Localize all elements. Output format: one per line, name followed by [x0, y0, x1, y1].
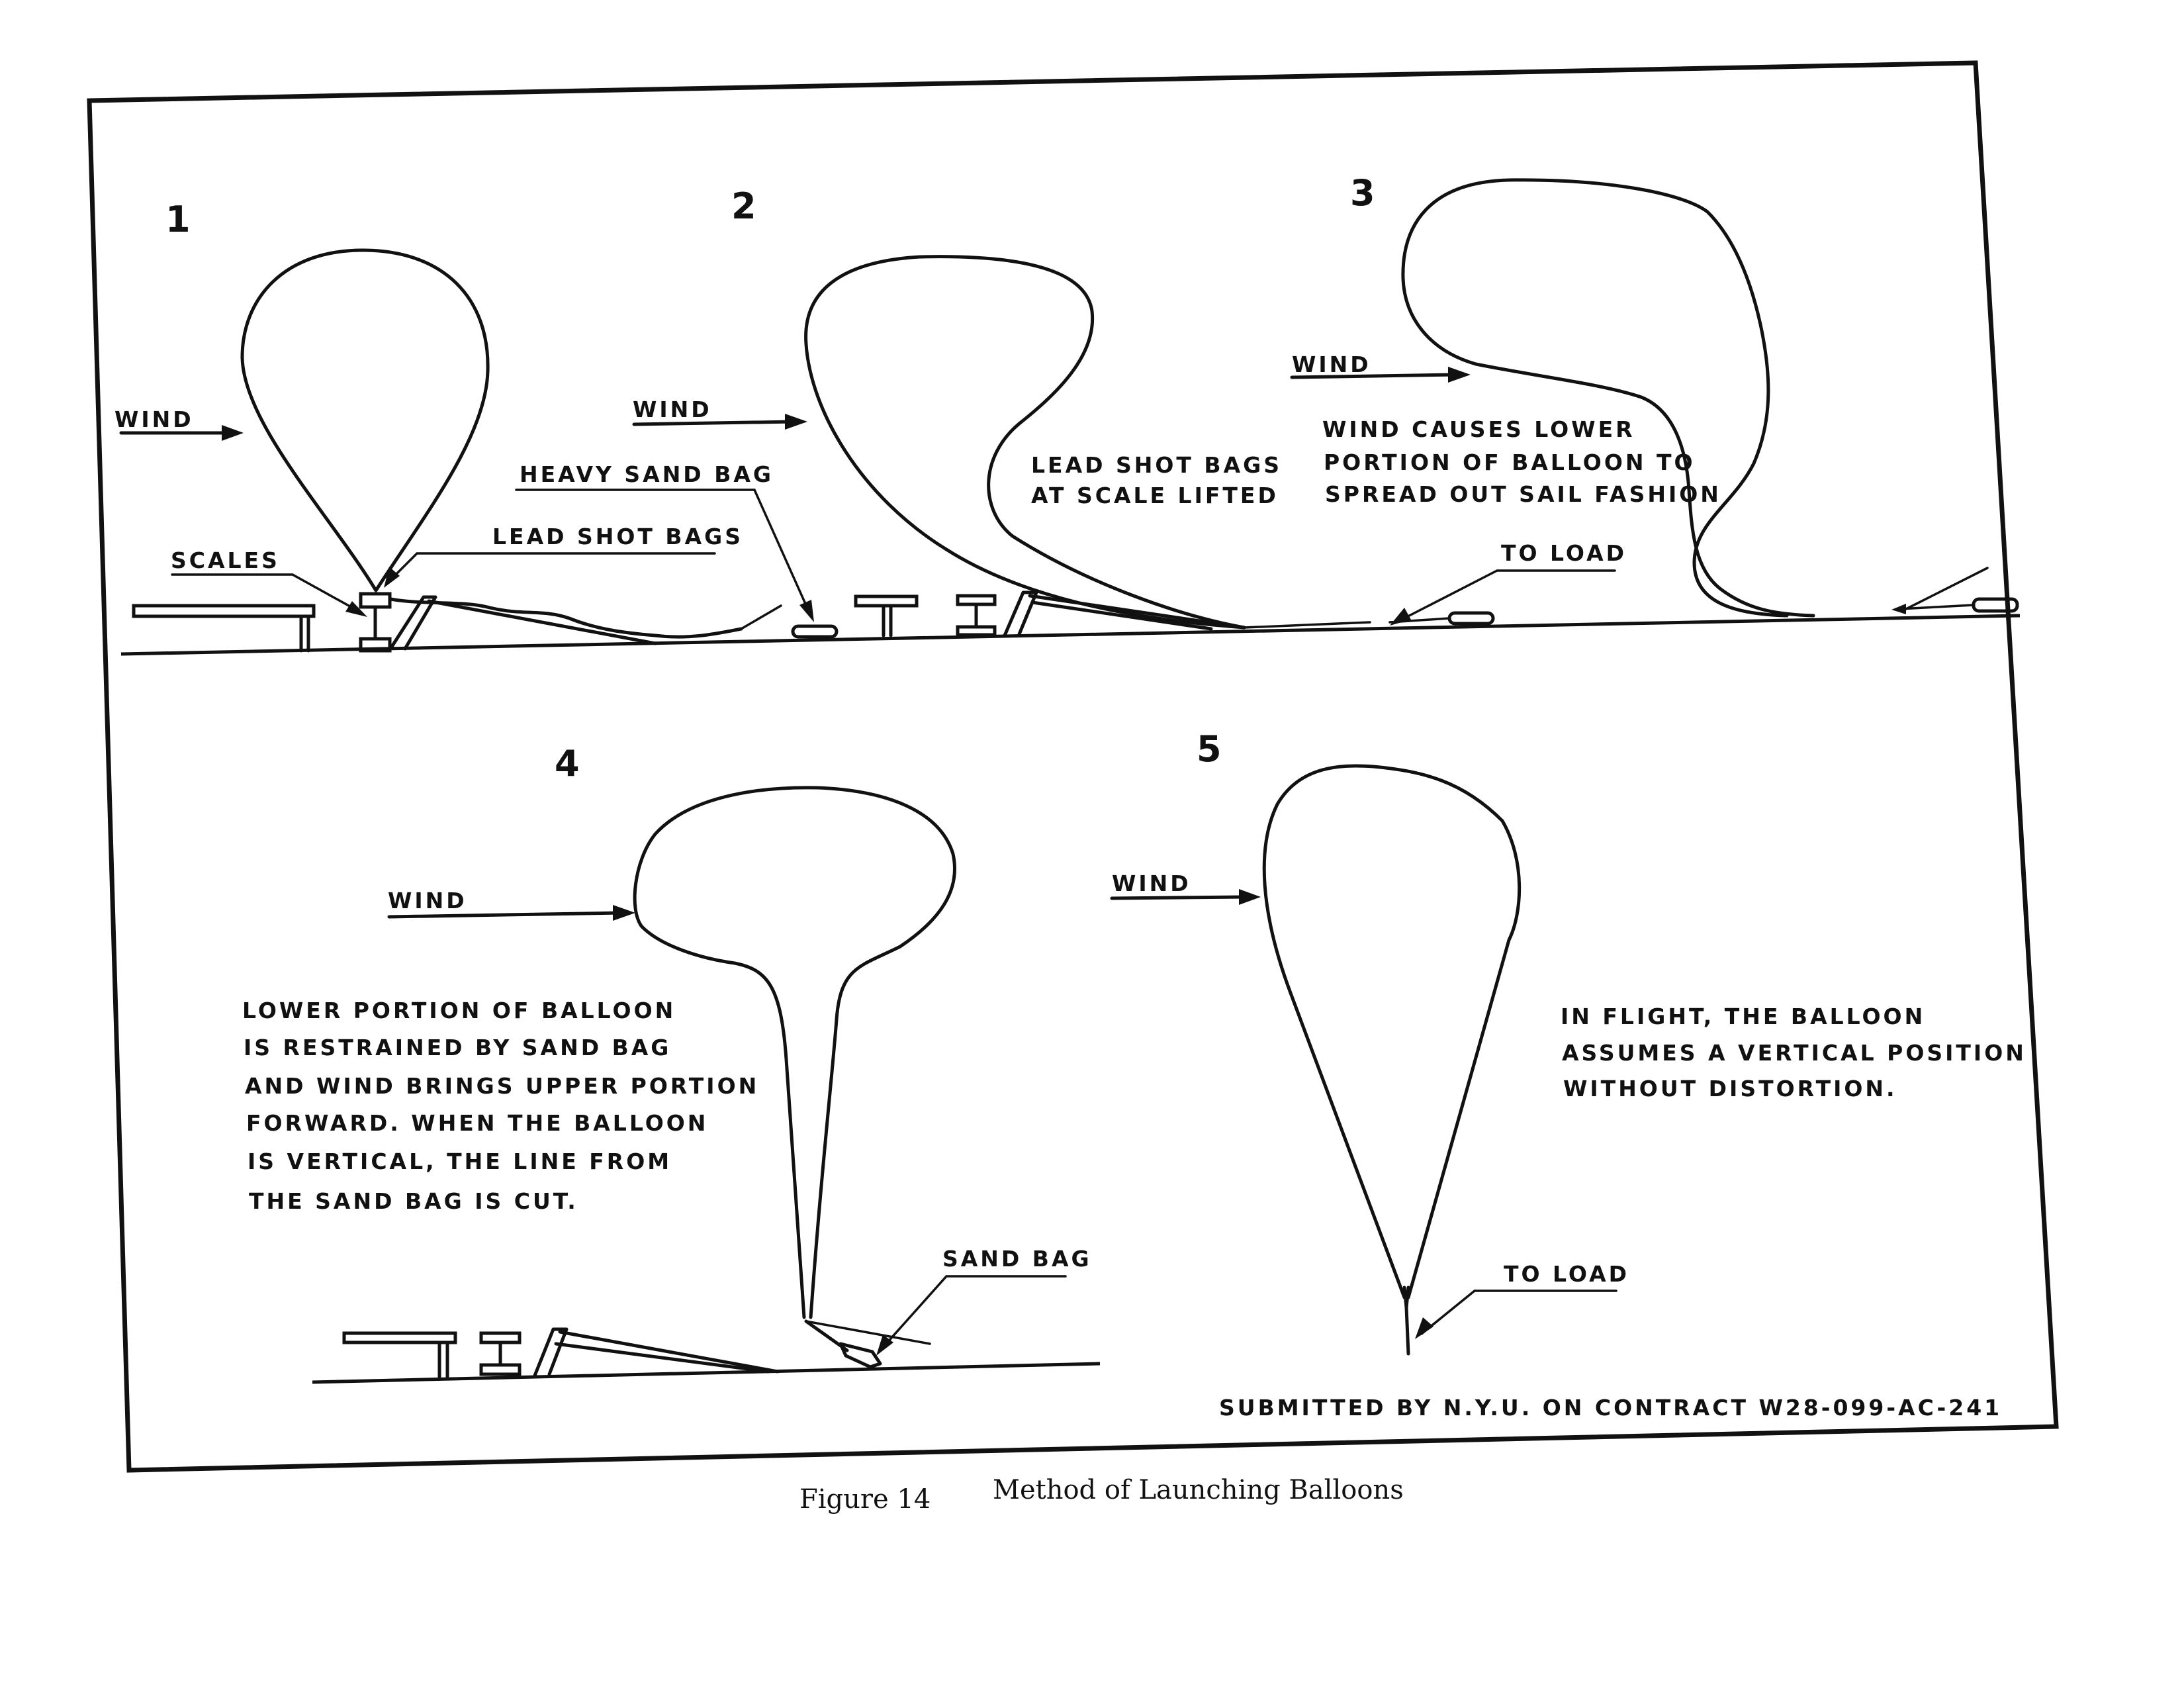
- to-load-leader: [1396, 571, 1615, 622]
- heavy-sand-bag: [1449, 613, 1493, 624]
- balloon-neck: [1404, 1288, 1408, 1307]
- note-line: PORTION OF BALLOON TO: [1324, 449, 1696, 475]
- heavy-sand-bag-label: HEAVY SAND BAG: [520, 461, 774, 487]
- arrowhead: [1415, 1317, 1433, 1339]
- submitted-by-note: SUBMITTED BY N.Y.U. ON CONTRACT W28-099-AC-241: [1219, 1395, 2003, 1421]
- arrowhead: [1390, 608, 1411, 626]
- scales-label: SCALES: [171, 547, 280, 573]
- wind-label: WIND: [114, 406, 194, 432]
- arrowhead: [1448, 367, 1471, 383]
- heavy-sand-bag: [1974, 599, 2017, 611]
- note-line: AND WIND BRINGS UPPER PORTION: [245, 1073, 760, 1099]
- arrowhead: [1239, 889, 1261, 905]
- ramp-slope: [560, 1332, 778, 1372]
- balloon-outline: [635, 788, 954, 1317]
- panel-5: [1112, 728, 2026, 1354]
- panel-1: [114, 199, 837, 651]
- balloon-outline: [806, 257, 1244, 628]
- wind-label: WIND: [1112, 870, 1191, 896]
- note-line: WIND CAUSES LOWER: [1322, 416, 1635, 442]
- balloon-outline: [242, 250, 488, 590]
- table-top: [856, 596, 917, 606]
- wind-label: WIND: [388, 888, 467, 914]
- load-marker: [1891, 604, 1906, 614]
- arrowhead: [613, 905, 635, 921]
- figure-title: Method of Launching Balloons: [993, 1475, 1404, 1505]
- note-line: WITHOUT DISTORTION.: [1563, 1076, 1897, 1102]
- load-line: [1406, 1307, 1408, 1354]
- sand-bag: [841, 1344, 880, 1367]
- arrowhead: [785, 414, 807, 430]
- lead-shot-bags-label: LEAD SHOT BAGS: [492, 524, 743, 549]
- note-line: ASSUMES A VERTICAL POSITION: [1562, 1040, 2026, 1066]
- note-line: IN FLIGHT, THE BALLOON: [1561, 1004, 1926, 1029]
- note-line: IS VERTICAL, THE LINE FROM: [248, 1149, 672, 1174]
- sand-bag-label: SAND BAG: [942, 1246, 1092, 1272]
- balloon-outline: [1264, 766, 1519, 1297]
- table-top: [134, 606, 314, 616]
- panel-4: [242, 743, 1092, 1377]
- panel-number: 5: [1197, 728, 1222, 770]
- launch-ramp: [390, 597, 435, 649]
- lead-shot-leader: [389, 553, 715, 581]
- wind-label: WIND: [1292, 352, 1371, 377]
- ramp-slope: [429, 601, 655, 643]
- panel-3: [1292, 172, 2017, 626]
- note-line: FORWARD. WHEN THE BALLOON: [246, 1110, 709, 1136]
- to-load-label: TO LOAD: [1504, 1261, 1630, 1287]
- ramp-slope: [556, 1344, 768, 1372]
- to-load-leader: [1422, 1291, 1616, 1334]
- figure-number: Figure 14: [799, 1484, 931, 1515]
- arrowhead: [799, 600, 814, 622]
- panel-2: [633, 185, 1370, 635]
- wind-arrow: [1112, 897, 1244, 898]
- to-load-label: TO LOAD: [1501, 540, 1627, 566]
- launch-ramp: [535, 1329, 567, 1376]
- note-line: AT SCALE LIFTED: [1031, 483, 1279, 508]
- note-line: IS RESTRAINED BY SAND BAG: [244, 1035, 672, 1060]
- ramp-slope: [1030, 596, 1244, 628]
- deflated-envelope: [1032, 602, 1211, 629]
- heavy-sand-bag: [793, 626, 837, 637]
- note-line: SPREAD OUT SAIL FASHION: [1325, 481, 1721, 507]
- panel-number: 2: [731, 185, 756, 227]
- restraining-line: [1244, 622, 1370, 628]
- panel-number: 4: [555, 743, 580, 784]
- note-line: LEAD SHOT BAGS: [1031, 452, 1282, 478]
- ground-line-bottom: [312, 1364, 1100, 1382]
- note-line: LOWER PORTION OF BALLOON: [242, 998, 676, 1023]
- panel-number: 3: [1350, 172, 1375, 214]
- arrowhead: [222, 425, 244, 441]
- note-line: THE SAND BAG IS CUT.: [249, 1188, 578, 1214]
- scale-base: [481, 1365, 520, 1374]
- wind-label: WIND: [633, 397, 712, 422]
- panel-number: 1: [165, 199, 191, 240]
- scale-top: [361, 594, 390, 607]
- restraining-line: [741, 606, 781, 629]
- arrowhead: [345, 601, 367, 617]
- launch-ramp: [1005, 592, 1036, 635]
- scale-base: [958, 627, 995, 635]
